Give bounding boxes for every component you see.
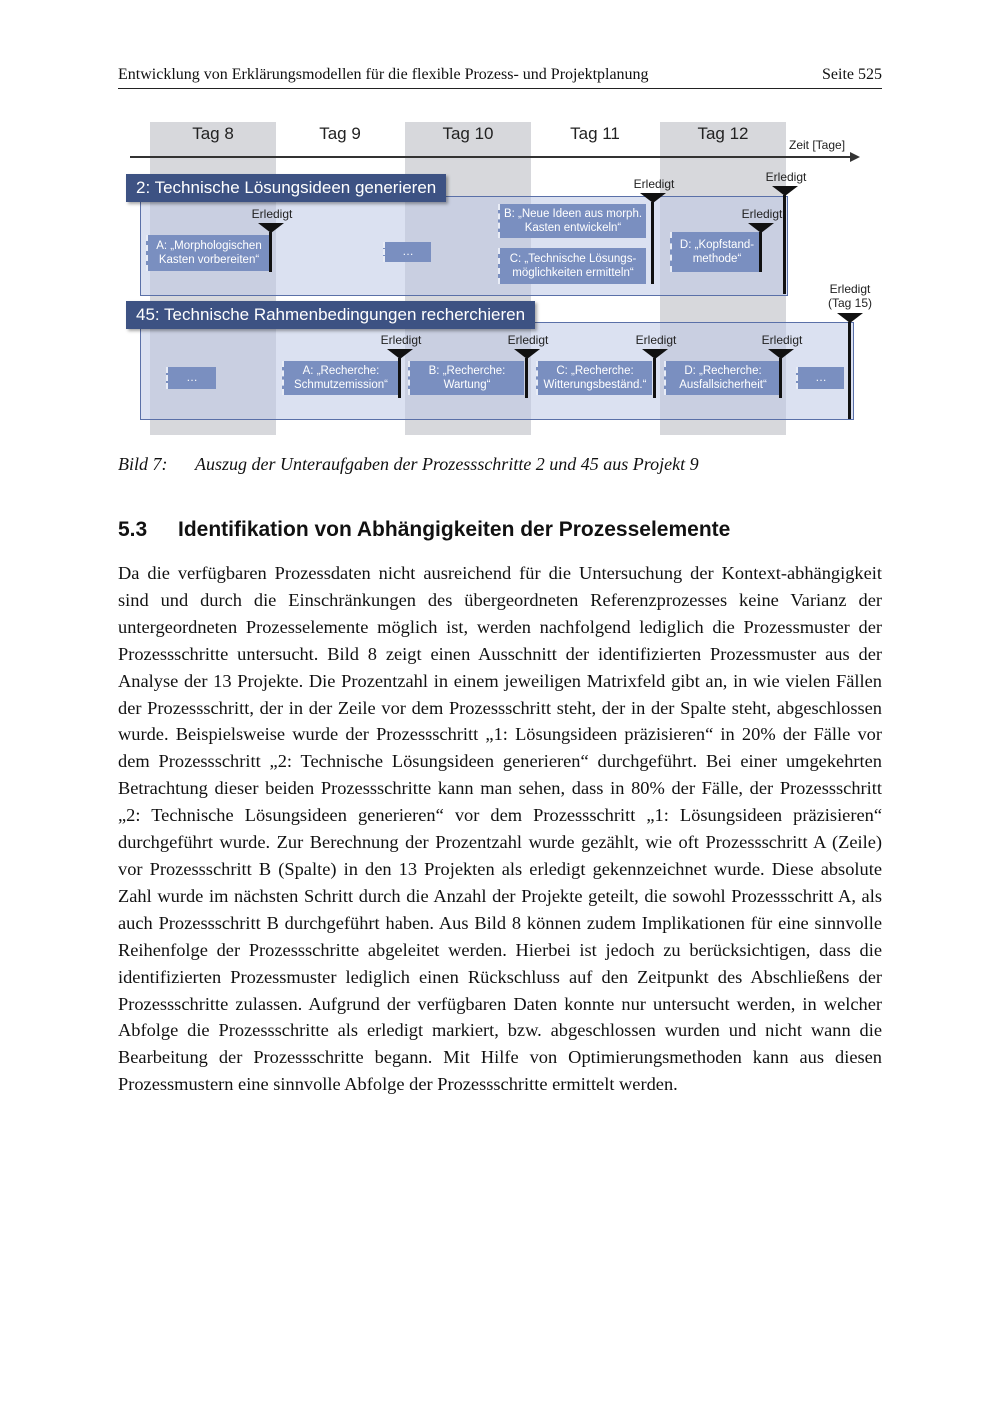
done-label-45b: Erledigt [507, 333, 549, 347]
done-label-45c: Erledigt [635, 333, 677, 347]
time-axis-label: Zeit [Tage] [789, 138, 846, 152]
task-2d-label: D: „Kopfstand-methode“ [679, 239, 755, 265]
done-label-45a: Erledigt [380, 333, 422, 347]
task-45a [282, 361, 398, 395]
done-line-45a [398, 358, 401, 398]
done-label-process-45: Erledigt [829, 282, 871, 296]
done-line-process-2 [783, 195, 786, 294]
day-label: Tag 9 [319, 124, 361, 143]
header-title: Entwicklung von Erklärungsmodellen für die flexible Prozess- und Projektplanung [118, 66, 649, 83]
day-label: Tag 11 [570, 124, 620, 143]
day-label: Tag 12 [697, 124, 749, 143]
day-label: Tag 10 [442, 124, 494, 143]
done-label-2a: Erledigt [251, 207, 293, 221]
task-45-ellipsis-left-label: … [186, 372, 198, 384]
task-45d [664, 361, 780, 395]
page-number: Seite 525 [822, 66, 882, 83]
process-45-title: 45: Technische Rahmenbedingungen recherchieren [126, 301, 535, 329]
done-line-2c [651, 202, 654, 284]
done-line-45c [653, 358, 656, 398]
done-label-process-2: Erledigt [765, 170, 807, 184]
caption-label: Bild 7: [118, 454, 168, 474]
task-2a-label: A: „Morphologischen Kasten vorbereiten“ [156, 240, 262, 266]
done-label-45d: Erledigt [761, 333, 803, 347]
task-2a [146, 235, 270, 271]
section-title: Identifikation von Abhängigkeiten der Prozesselemente [178, 518, 731, 541]
done-line-45b [525, 358, 528, 398]
task-2-ellipsis [383, 242, 431, 262]
task-2c-label: C: „Technische Lösungs-möglichkeiten ermitteln“ [509, 253, 637, 279]
task-45b [408, 361, 524, 395]
task-2b [498, 204, 646, 238]
section-number: 5.3 [118, 518, 148, 541]
task-2-ellipsis-label: … [402, 246, 414, 258]
day-label: Tag 8 [192, 124, 234, 143]
time-axis [130, 156, 850, 158]
task-45-ellipsis-right-label: … [815, 372, 827, 384]
done-line-45d [779, 358, 782, 398]
task-45-ellipsis-right [796, 367, 844, 389]
done-day-process-45: (Tag 15) [827, 296, 873, 310]
done-label-2c: Erledigt [633, 177, 675, 191]
task-2b-label: B: „Neue Ideen aus morph. Kasten entwickeln“ [503, 208, 643, 234]
time-axis-arrow [850, 152, 860, 162]
task-45d-label: D: „Recherche: Ausfallsicherheit“ [679, 365, 767, 391]
process-2-title: 2: Technische Lösungsideen generieren [126, 174, 446, 202]
done-label-2d: Erledigt [741, 207, 783, 221]
figure-gantt [118, 118, 882, 443]
done-line-2d [759, 232, 762, 272]
caption-text: Auszug der Unteraufgaben der Prozessschritte 2 und 45 aus Projekt 9 [195, 454, 699, 474]
task-45c [536, 361, 652, 395]
task-45c-label: C: „Recherche: Witterungsbeständ.“ [543, 365, 647, 391]
done-line-2a [269, 232, 272, 272]
task-2d [670, 232, 762, 272]
task-2c [498, 248, 646, 284]
task-45a-label: A: „Recherche: Schmutzemission“ [294, 365, 388, 391]
running-header [118, 66, 882, 89]
body-paragraph: Da die verfügbaren Prozessdaten nicht ausreichend für die Untersuchung der Kontext-abhängigkeit sind und durch die Einschränkungen des übergeordneten Referenzprozesses keine Varianz der untergeordneten Prozesselemente möglich ist, werden nachfolgend lediglich die Prozessmuster der Prozessschritte untersucht. Bild 8 zeigt einen Ausschnitt der identifizierten Prozessmuster aus der Analyse der 13 Projekte. Die Prozentzahl in einem jeweiligen Matrixfeld gibt an, in wie vielen Fällen der Prozessschritt, der in der Zeile vor dem Prozessschritt steht, der in der Spalte steht, abgeschlossen wurde. Beispielsweise wurde der Prozessschritt „1: Lösungsideen präzisieren“ in 20% der Fälle vor dem Prozessschritt „2: Technische Lösungsideen generieren“ durchgeführt. Bei einer umgekehrten Betrachtung dieser beiden Prozessschritte kann man sehen, dass in 80% der Fälle, der Prozessschritt „2: Technische Lösungsideen generieren“ vor dem Prozessschritt „1: Lösungsideen präzisieren“ durchgeführt wurde. Zur Berechnung der Prozentzahl wurde gezählt, wie oft Prozessschritt A (Zeile) vor Prozessschritt B (Spalte) in den 13 Projekten als erledigt gekennzeichnet wurde. Diese absolute Zahl wurde im nächsten Schritt durch die Anzahl der Projekte geteilt, die sowohl Prozessschritt A, als auch Prozessschritt B durchgeführt haben. Aus Bild 8 können zudem Implikationen für eine sinnvolle Reihenfolge der Prozessschritte abgeleitet werden. Hierbei ist jedoch zu berücksichtigen, dass die identifizierten Prozessmuster lediglich einen Rückschluss auf den Zeitpunkt des Abschließens der Prozessschritte zulassen. Aufgrund der verfügbaren Daten konnte nur untersucht werden, in welcher Abfolge die Prozessschritte als erledigt markiert, bzw. abgeschlossen wurden und nicht wann die Bearbeitung der Prozessschritte begann. Mit Hilfe von Optimierungsmethoden kann aus diesen Prozessmustern eine sinnvolle Abfolge der Prozessschritte ermittelt werden. [118, 563, 882, 1095]
done-line-process-45 [848, 322, 851, 419]
task-45-ellipsis-left [166, 367, 216, 389]
task-45b-label: B: „Recherche: Wartung“ [428, 365, 506, 391]
